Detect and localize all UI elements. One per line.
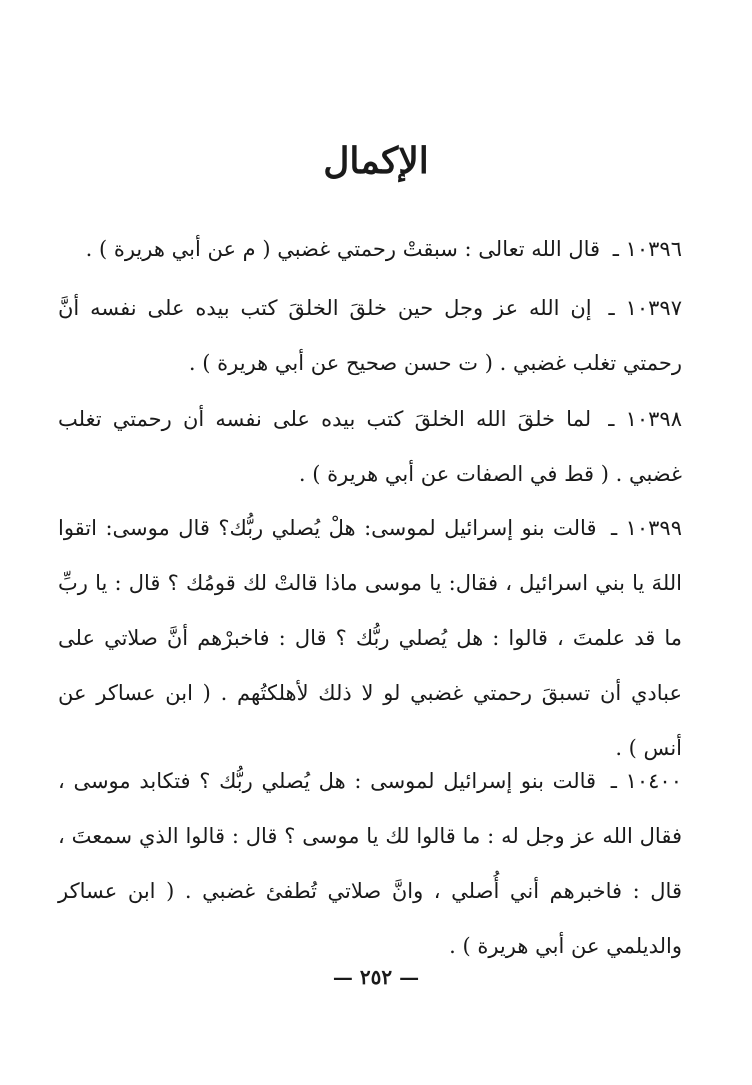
entry-text: إن الله عز وجل حين خلقَ الخلقَ كتب بيده على نفسه أنَّ رحمتي تغلب غضبي . ( ت حسن صحيح عن أبي هريرة ) .: [58, 296, 682, 375]
entry-text: قالت بنو إسرائيل لموسى: هلْ يُصلي ربُّك؟ قال موسى: اتقوا اللهَ يا بني اسرائيل ، فقال: يا موسى ماذا قالتْ لك قومُك ؟ قال : يا ربِّ ما قد علمتَ ، قالوا : هل يُصلي ربُّك ؟ قال : فاخبرْهم أنَّ صلاتي على عبادي أن تسبقَ رحمتي غضبي لو لا ذلك لأهلكتُهم . ( ابن عساكر عن أنس ) .: [58, 516, 682, 760]
entry-text: لما خلقَ الله الخلقَ كتب بيده على نفسه أن رحمتي تغلب غضبي . ( قط في الصفات عن أبي هريرة ) .: [58, 407, 682, 486]
entry-text: قال الله تعالى : سبقتْ رحمتي غضبي ( م عن أبي هريرة ) .: [85, 237, 601, 261]
hadith-entry-10397: [58, 281, 682, 391]
hadith-entry-10398: [58, 392, 682, 502]
page-number: — ٢٥٢ —: [332, 965, 420, 989]
entry-number: ١٠٣٩٩ ـ: [610, 516, 682, 540]
entry-number: ١٠٣٩٦ ـ: [612, 237, 682, 261]
hadith-entry-10396: [58, 222, 682, 277]
entry-number: ١٠٣٩٧ ـ: [608, 296, 682, 320]
page-title: الإكمال: [323, 140, 429, 182]
hadith-entry-10400: [58, 754, 682, 974]
entry-text: قالت بنو إسرائيل لموسى : هل يُصلي ربُّك ؟ فتكابد موسى ، فقال الله عز وجل له : ما قالوا لك يا موسى ؟ قال : قالوا الذي سمعتَ ، قال : فاخبرهم أني أُصلي ، وانَّ صلاتي تُطفئ غضبي . ( ابن عساكر والديلمي عن أبي هريرة ) .: [58, 769, 682, 958]
hadith-entry-10399: [58, 501, 682, 776]
entry-number: ١٠٤٠٠ ـ: [610, 769, 682, 793]
entry-number: ١٠٣٩٨ ـ: [608, 407, 682, 431]
